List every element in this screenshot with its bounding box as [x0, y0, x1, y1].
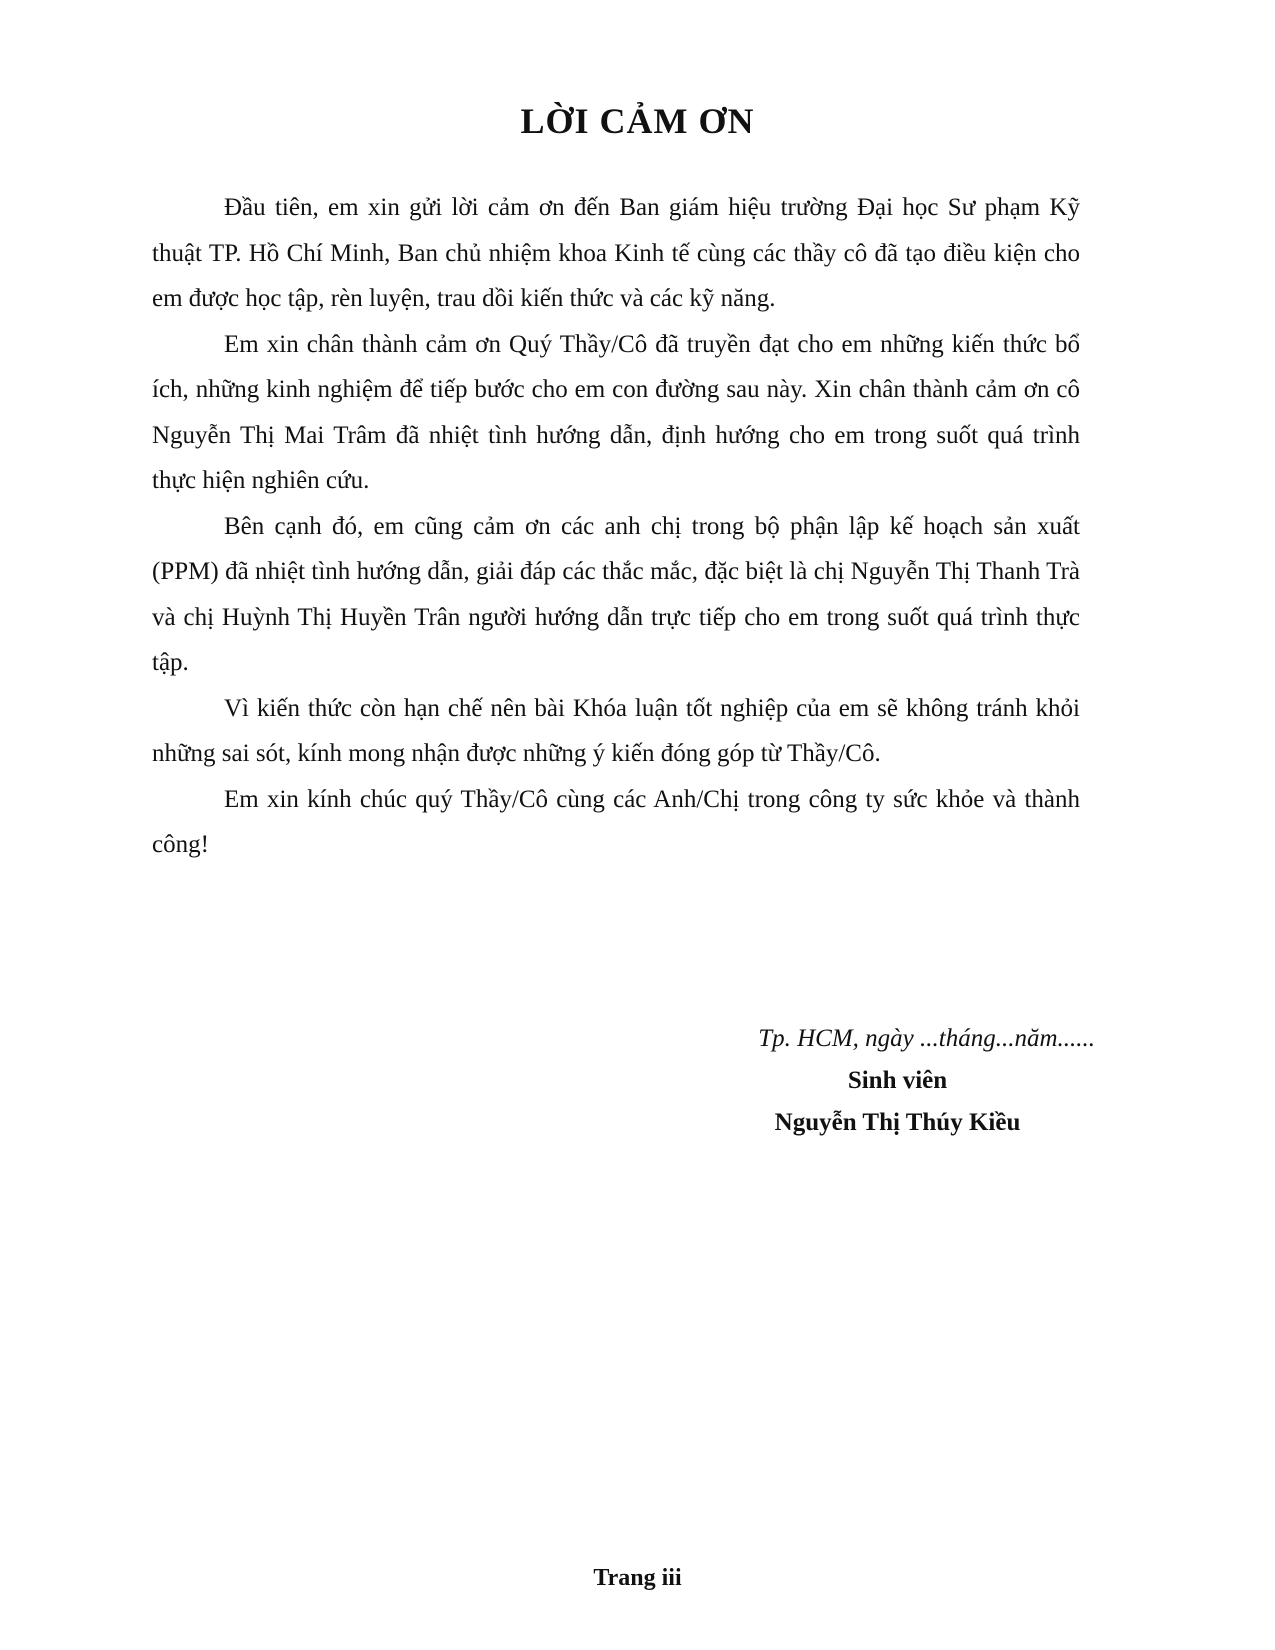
acknowledgement-body	[152, 185, 1080, 868]
paragraph-2: Em xin chân thành cảm ơn Quý Thầy/Cô đã truyền đạt cho em những kiến thức bổ ích, những kinh nghiệm để tiếp bước cho em con đường sau này. Xin chân thành cảm ơn cô Nguyễn Thị Mai Trâm đã nhiệt tình hướng dẫn, định hướng cho em trong suốt quá trình thực hiện nghiên cứu.	[152, 330, 1080, 494]
signature-block	[700, 1018, 1095, 1144]
paragraph-4: Vì kiến thức còn hạn chế nên bài Khóa luận tốt nghiệp của em sẽ không tránh khỏi những sai sót, kính mong nhận được những ý kiến đóng góp từ Thầy/Cô.	[152, 694, 1080, 767]
page-title: LỜI CẢM ƠN	[520, 101, 755, 141]
signature-role: Sinh viên	[847, 1067, 948, 1094]
paragraph-5: Em xin kính chúc quý Thầy/Cô cùng các Anh/Chị trong công ty sức khỏe và thành công!	[152, 785, 1080, 858]
page-number: Trang iii	[593, 1565, 682, 1591]
signature-date-line: Tp. HCM, ngày ...tháng...năm......	[758, 1025, 1095, 1052]
paragraph-1: Đầu tiên, em xin gửi lời cảm ơn đến Ban giám hiệu trường Đại học Sư phạm Kỹ thuật TP. Hồ Chí Minh, Ban chủ nhiệm khoa Kinh tế cùng các thầy cô đã tạo điều kiện cho em được học tập, rèn luyện, trau dồi kiến thức và các kỹ năng.	[152, 194, 1080, 312]
signature-name: Nguyễn Thị Thúy Kiều	[774, 1109, 1021, 1136]
paragraph-3: Bên cạnh đó, em cũng cảm ơn các anh chị trong bộ phận lập kế hoạch sản xuất (PPM) đã nhiệt tình hướng dẫn, giải đáp các thắc mắc, đặc biệt là chị Nguyễn Thị Thanh Trà và chị Huỳnh Thị Huyền Trân người hướng dẫn trực tiếp cho em trong suốt quá trình thực tập.	[152, 512, 1080, 676]
